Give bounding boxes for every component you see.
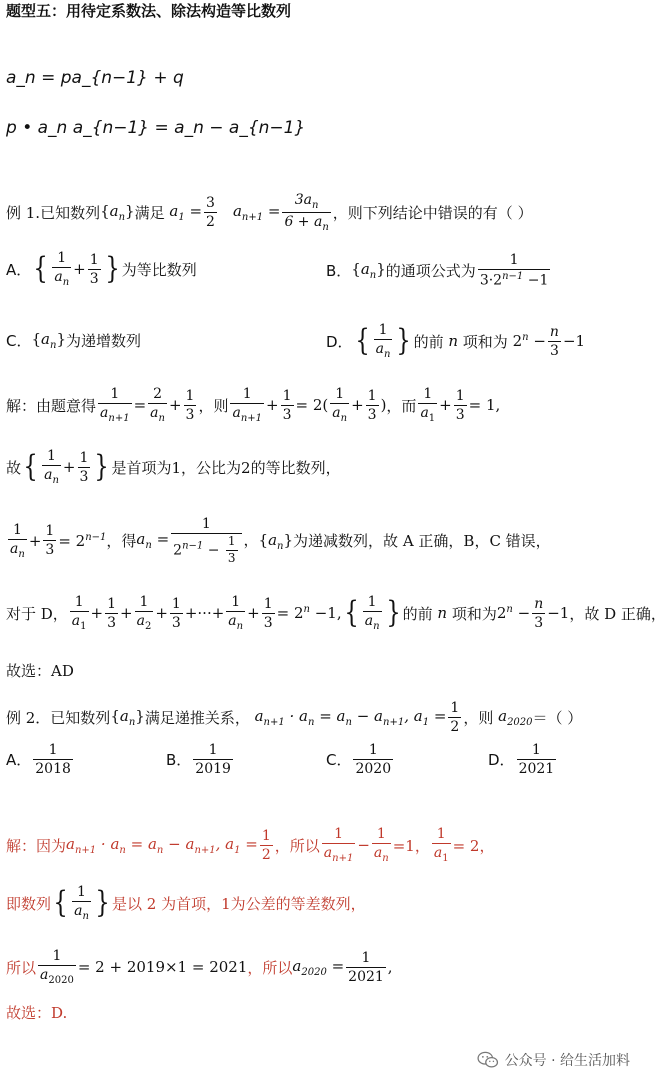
recurrence-formula-2 bbox=[6, 118, 305, 138]
sol2-prefix: 故 bbox=[6, 458, 22, 477]
formula-1-text: a_n = pa_{n−1} + q bbox=[6, 68, 184, 88]
option-c-label: C． bbox=[6, 332, 32, 350]
ex2-option-b-den: 2019 bbox=[195, 761, 231, 778]
recurrence-lhs: $a_{n+1}$ = bbox=[232, 202, 281, 224]
wechat-icon bbox=[477, 1051, 499, 1069]
ex2-option-a: A． $\frac{1}{2018}$ bbox=[6, 742, 71, 778]
ex2-sol2-text: 是以 2 为首项，1为公差的等差数列， bbox=[112, 894, 366, 913]
ex1-suffix: ，则下列结论中错误的有（ ） bbox=[332, 204, 533, 223]
ex1-answer: 故选：AD bbox=[6, 662, 74, 680]
sol4-text3: ，故 D 正确， bbox=[569, 604, 666, 623]
ex2-option-c-label: C． bbox=[326, 751, 352, 770]
ex2-option-b-label: B． bbox=[166, 751, 192, 770]
option-b: B． $\{a_n\}$ 的通项公式为 $\frac{1}{3\cdot 2^{n-1} -1}$ bbox=[326, 252, 549, 289]
a1-num: 3 bbox=[206, 195, 215, 212]
left-brace: { bbox=[33, 251, 48, 287]
example-2-statement: 例 2．已知数列 $\{a_n\}$ 满足递推关系， $a_{n+1} \cdot a_n = a_n - a_{n+1}$, $a_1$ = $\frac{1}{2}$ ，则 $a_{2020}$ ＝（ ） bbox=[6, 700, 583, 736]
ex2-option-d-den: 2021 bbox=[518, 761, 555, 778]
option-a: A． { $\frac{1}{a_n}$ + $\frac{1}{3}$ } 为等比数列 bbox=[6, 250, 197, 288]
ex2-option-d-label: D． bbox=[488, 751, 515, 770]
ex2-suffix: ，则 bbox=[463, 709, 494, 728]
a1-fraction bbox=[204, 195, 217, 230]
option-a-label: A． bbox=[6, 260, 32, 279]
ex1-solution-4: 对于 D， $\frac{1}{a_1}$ + $\frac{1}{3}$ + $\frac{1}{a_2}$ + $\frac{1}{3}$ +···+ $\frac{1}{a_n}$ + $\frac{1}{3}$ = $2^n -1$, { $\frac{1}{a_n}$ } 的前 n 项和为 $2^n$ − $\frac{n}{3}$ −1 ，故 D 正确， bbox=[6, 594, 666, 632]
ex1-mid: 满足 bbox=[134, 204, 165, 223]
watermark bbox=[477, 1050, 630, 1070]
option-b-den: 3·2 bbox=[479, 272, 503, 289]
rec-num-text: 3a bbox=[294, 192, 313, 208]
ex2-bracket: ＝（ ） bbox=[532, 709, 583, 728]
recurrence-formula-1 bbox=[6, 68, 184, 88]
option-d-text2: 项和为 bbox=[462, 332, 508, 351]
sol4-text2: 项和为 bbox=[451, 604, 497, 623]
sol1-and: ，而 bbox=[386, 396, 417, 415]
sol4-prefix: 对于 D， bbox=[6, 604, 68, 623]
option-a-text: 为等比数列 bbox=[121, 260, 197, 279]
example-1-statement bbox=[6, 192, 533, 234]
ex1-solution-3: $\frac{1}{a_n}$ + $\frac{1}{3}$ = $2^{n-1}$ ，得 $a_n$ = 1 $2^{n-1}$ − $\frac{1}{3}$ ，$\{a_n\}$ 为递减数列，故 A 正确，B，C 错误， bbox=[10, 516, 551, 565]
ex1-solution-1: 解：由题意得 $\frac{1}{a_{n+1}}$ = $\frac{2}{a_n}$ + $\frac{1}{3}$ ，则 $\frac{1}{a_{n+1}}$ + $\frac{1}{3}$ = 2( $\frac{1}{a_n}$ + $\frac{1}{3}$ ) ，而 $\frac{1}{a_1}$ + $\frac{1}{3}$ = 1, bbox=[6, 386, 501, 424]
option-b-fraction: $\frac{1}{3\cdot 2^{n-1} -1}$ bbox=[479, 252, 549, 289]
formula-2-text: p • a_n a_{n−1} = a_n − a_{n−1} bbox=[6, 118, 306, 138]
ex2-option-b: B． $\frac{1}{2019}$ bbox=[166, 742, 231, 778]
ex2-sol1-so: ，所以 bbox=[274, 836, 320, 855]
frac-1-over-an: $\frac{1}{a_n}$ bbox=[54, 250, 70, 288]
rec-num: $3a_n$ bbox=[294, 192, 319, 211]
ex2-option-c: C． $\frac{1}{2020}$ bbox=[326, 742, 392, 778]
right-brace: } bbox=[105, 251, 120, 287]
sol1-prefix: 解：由题意得 bbox=[6, 396, 97, 415]
sol2-text: 是首项为1，公比为2的等比数列， bbox=[111, 458, 341, 477]
a1-den: 2 bbox=[206, 214, 215, 231]
watermark-text: 公众号 · 给生活加料 bbox=[504, 1053, 630, 1069]
option-c: C． $\{a_n\}$ 为递增数列 bbox=[6, 330, 141, 351]
option-c-text: 为递增数列 bbox=[65, 332, 141, 350]
option-d-text1: 的前 bbox=[413, 332, 444, 351]
ex2-option-c-den: 2020 bbox=[355, 761, 392, 778]
ex2-mid: 满足递推关系， bbox=[144, 709, 250, 728]
ex2-solution-1: 解：因为 $a_{n+1} \cdot a_n = a_n - a_{n+1}$, $a_1$ = $\frac{1}{2}$ ，所以 $\frac{1}{a_{n+1}}$ − $\frac{1}{a_n}$ =1， $\frac{1}{a_1}$ = 2， bbox=[6, 826, 495, 864]
ex2-option-a-den: 2018 bbox=[35, 761, 71, 778]
ex2-option-d: D． $\frac{1}{2021}$ bbox=[488, 742, 555, 778]
rec-den: $6 + a_n$ bbox=[284, 214, 329, 234]
sol4-text1: 的前 bbox=[402, 604, 433, 623]
ex2-sol3-mid: = 2 + 2019×1 = 2021 bbox=[77, 958, 248, 977]
ex2-sol2-prefix: 即数列 bbox=[6, 894, 52, 913]
ex2-solution-2: 即数列 { $\frac{1}{a_n}$ } 是以 2 为首项，1为公差的等差数列， bbox=[6, 884, 366, 922]
ex1-prefix: 例 1.已知数列 bbox=[6, 204, 101, 223]
recurrence-fraction bbox=[282, 192, 330, 234]
sol3-text: 为递减数列，故 A 正确，B，C 错误， bbox=[293, 532, 551, 551]
ex2-sol3-prefix: 所以 bbox=[6, 958, 37, 977]
ex1-solution-2: 故 { $\frac{1}{a_n}$ + $\frac{1}{3}$ } 是首项为1，公比为2的等比数列， bbox=[6, 448, 341, 486]
option-b-text: 的通项公式为 bbox=[385, 261, 476, 280]
sol3-get: ，得 bbox=[106, 532, 137, 551]
option-d: D． { $\frac{1}{a_n}$ } 的前 n 项和为 $2^n$ − $\frac{n}{3}$ −1 bbox=[326, 322, 586, 360]
a1-symbol: $a_1$ = bbox=[164, 202, 203, 224]
frac-1-over-3: $\frac{1}{3}$ bbox=[89, 251, 99, 287]
ex2-sol3-so: ，所以 bbox=[247, 958, 293, 977]
option-b-label: B． bbox=[326, 261, 352, 280]
page-title: 题型五：用待定系数法、除法构造等比数列 bbox=[6, 2, 292, 20]
ex2-sol1-prefix: 解：因为 bbox=[6, 836, 67, 855]
option-d-label: D． bbox=[326, 332, 353, 351]
ex2-answer: 故选：D. bbox=[6, 1004, 68, 1022]
ex2-prefix: 例 2．已知数列 bbox=[6, 709, 111, 728]
ex2-option-a-label: A． bbox=[6, 751, 32, 770]
brace-an: $\{a_n\}$ bbox=[100, 202, 135, 224]
ex2-solution-3: 所以 $\frac{1}{a_{2020}}$ = 2 + 2019×1 = 2021 ，所以 $a_{2020}$ = $\frac{1}{2021}$ , bbox=[6, 948, 393, 986]
sol1-then: ，则 bbox=[198, 396, 229, 415]
rec-den-text: 6 + a bbox=[284, 214, 323, 231]
